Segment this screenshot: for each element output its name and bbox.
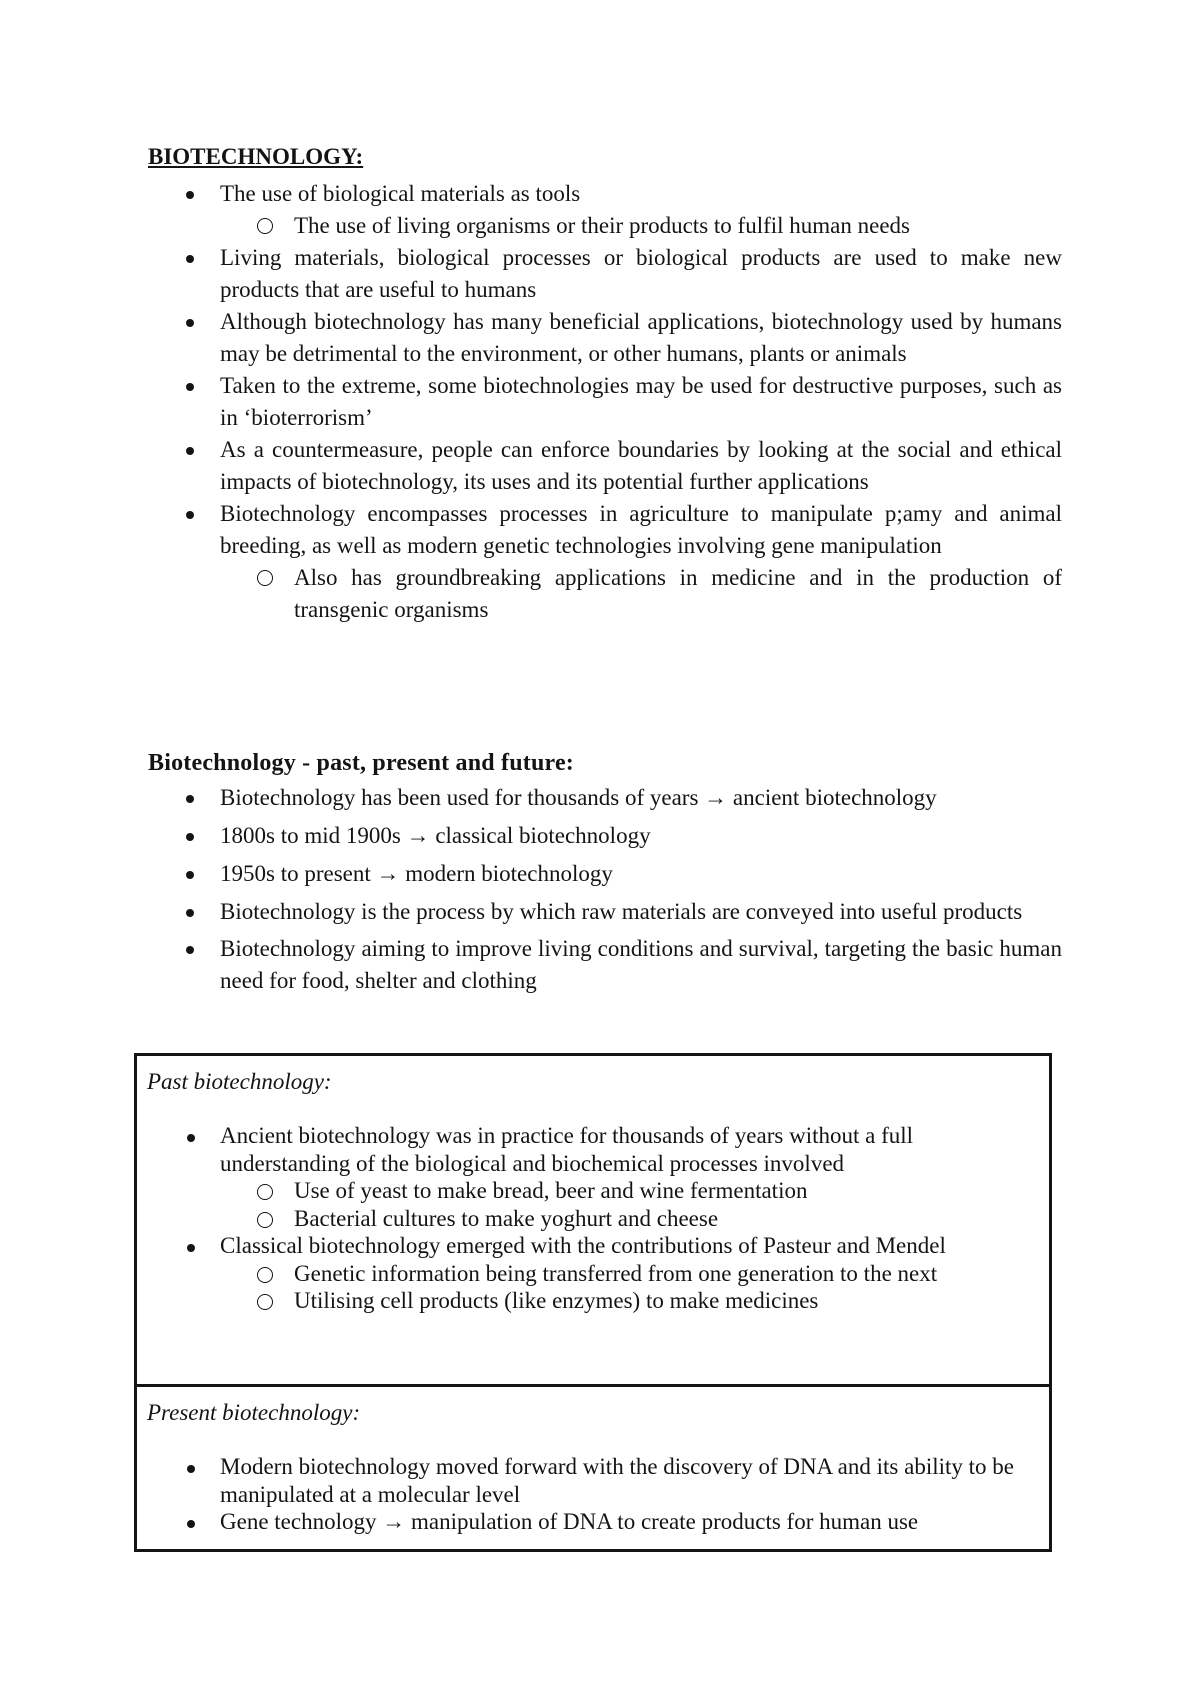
present-biotechnology-cell <box>137 1384 1049 1549</box>
past-list <box>147 1122 1039 1315</box>
bullet-item: Biotechnology is the process by which raw materials are conveyed into useful products <box>148 896 1062 928</box>
cell-title: Past biotechnology: <box>147 1069 332 1094</box>
sub-bullet-item: Utilising cell products (like enzymes) to make medicines <box>147 1287 1039 1315</box>
bullet-item: Living materials, biological processes or biological products are used to make new products that are useful to humans <box>148 242 1062 306</box>
timeline-list <box>148 782 1062 1002</box>
bullet-item: Biotechnology aiming to improve living conditions and survival, targeting the basic human need for food, shelter and clothing <box>148 933 1062 997</box>
bullet-item: 1950s to present → modern biotechnology <box>148 858 1062 890</box>
bullet-item: Classical biotechnology emerged with the contributions of Pasteur and Mendel <box>147 1232 1039 1260</box>
past-biotechnology-cell <box>137 1056 1049 1384</box>
bullet-item: Although biotechnology has many beneficial applications, biotechnology used by humans may be detrimental to the environment, or other humans, plants or animals <box>148 306 1062 370</box>
sub-bullet-item: Use of yeast to make bread, beer and wine fermentation <box>147 1177 1039 1205</box>
bullet-item: Biotechnology encompasses processes in agriculture to manipulate p;amy and animal breeding, as well as modern genetic technologies involving gene manipulation <box>148 498 1062 562</box>
sub-bullet-item: Also has groundbreaking applications in medicine and in the production of transgenic organisms <box>148 562 1062 626</box>
bullet-item: Ancient biotechnology was in practice for thousands of years without a full understanding of the biological and biochemical processes involved <box>147 1122 1039 1177</box>
biotechnology-table <box>134 1053 1052 1552</box>
sub-bullet-item: Genetic information being transferred from one generation to the next <box>147 1260 1039 1288</box>
section-heading: Biotechnology - past, present and future: <box>148 750 574 776</box>
bullet-item: Biotechnology has been used for thousands of years → ancient biotechnology <box>148 782 1062 814</box>
definition-list <box>148 178 1062 626</box>
page-heading: BIOTECHNOLOGY: <box>148 144 364 169</box>
sub-bullet-item: The use of living organisms or their products to fulfil human needs <box>148 210 1062 242</box>
cell-title: Present biotechnology: <box>147 1400 361 1425</box>
bullet-item: As a countermeasure, people can enforce boundaries by looking at the social and ethical impacts of biotechnology, its uses and its potential further applications <box>148 434 1062 498</box>
bullet-item: Gene technology → manipulation of DNA to create products for human use <box>147 1508 1039 1536</box>
bullet-item: The use of biological materials as tools <box>148 178 1062 210</box>
bullet-item: Taken to the extreme, some biotechnologies may be used for destructive purposes, such as in ‘bioterrorism’ <box>148 370 1062 434</box>
sub-bullet-item: Bacterial cultures to make yoghurt and cheese <box>147 1205 1039 1233</box>
bullet-item: 1800s to mid 1900s → classical biotechnology <box>148 820 1062 852</box>
bullet-item: Modern biotechnology moved forward with the discovery of DNA and its ability to be manipulated at a molecular level <box>147 1453 1039 1508</box>
present-list <box>147 1453 1039 1536</box>
